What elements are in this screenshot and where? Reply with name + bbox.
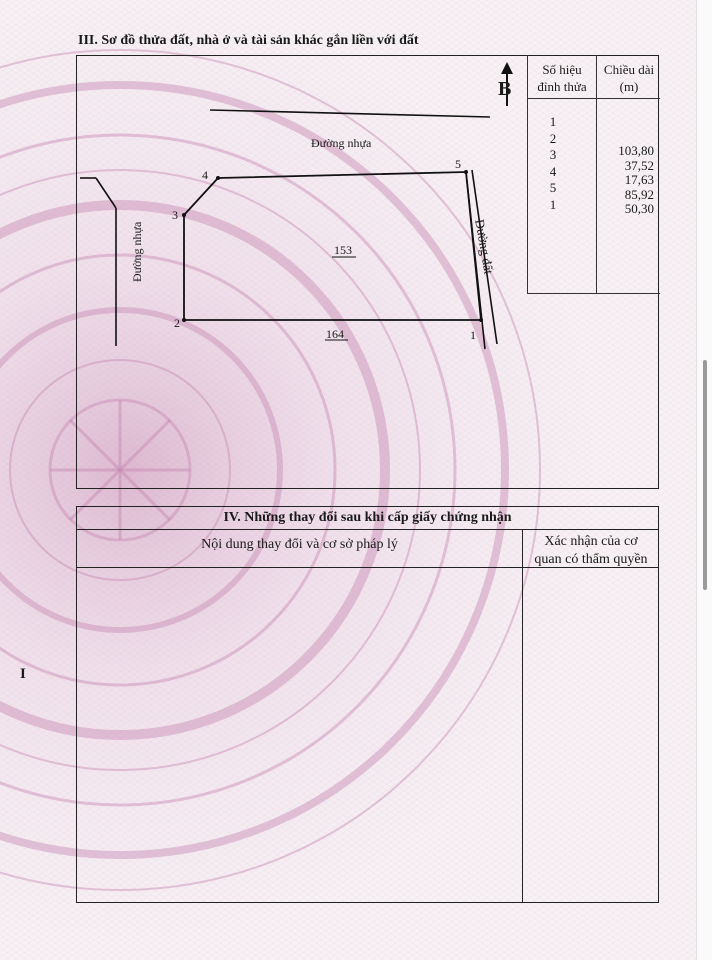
vertex-number: 4 bbox=[549, 163, 557, 179]
vertex-label-4: 4 bbox=[202, 168, 208, 182]
neighbor-parcel-number: 164 bbox=[326, 327, 344, 341]
vertex-label-3: 3 bbox=[172, 208, 178, 222]
vertex-number: 2 bbox=[549, 130, 557, 146]
road-left-edge-a bbox=[96, 178, 116, 208]
section3-title: III. Sơ đồ thửa đất, nhà ở và tài sản khác gắn liền với đất bbox=[78, 33, 419, 48]
edge-length: 103,80 bbox=[618, 143, 654, 158]
parcel-boundary bbox=[184, 172, 481, 320]
north-label: B bbox=[498, 78, 512, 100]
vertex-number: 5 bbox=[549, 180, 557, 195]
authority-header-line1: Xác nhận của cơ bbox=[544, 534, 638, 549]
vertex-number: 1 bbox=[549, 114, 557, 129]
road-right-label: Đường đất bbox=[472, 218, 497, 276]
margin-mark: I bbox=[20, 666, 26, 682]
vertex-col-header: Số hiệu đỉnh thửa bbox=[537, 62, 587, 94]
edge-length: 37,52 bbox=[624, 157, 654, 173]
edge-length: 85,92 bbox=[624, 186, 654, 202]
length-column bbox=[596, 144, 654, 217]
authority-confirmation-header bbox=[523, 533, 659, 569]
change-content-header: Nội dung thay đổi và cơ sở pháp lý bbox=[201, 537, 398, 552]
road-top-label: Đường nhựa bbox=[311, 136, 372, 150]
road-left-label: Đường nhựa bbox=[130, 221, 144, 282]
vertex-label-1: 1 bbox=[470, 328, 476, 342]
vertex-number-column bbox=[527, 114, 579, 213]
changes-table bbox=[76, 506, 659, 903]
edge-length: 50,30 bbox=[624, 201, 654, 216]
road-top-line bbox=[210, 110, 490, 117]
section4-title: IV. Những thay đổi sau khi cấp giấy chứng nhận bbox=[77, 507, 658, 530]
parcel-number: 153 bbox=[334, 243, 352, 257]
vertex-number: 1 bbox=[549, 196, 557, 212]
vertex-label-5: 5 bbox=[455, 157, 461, 171]
vertex-number: 3 bbox=[549, 147, 557, 162]
vertex-label-2: 2 bbox=[174, 316, 180, 330]
edge-length: 17,63 bbox=[624, 172, 654, 187]
authority-header-line2: quan có thẩm quyền bbox=[534, 552, 648, 567]
length-col-header: Chiều dài (m) bbox=[603, 62, 655, 94]
